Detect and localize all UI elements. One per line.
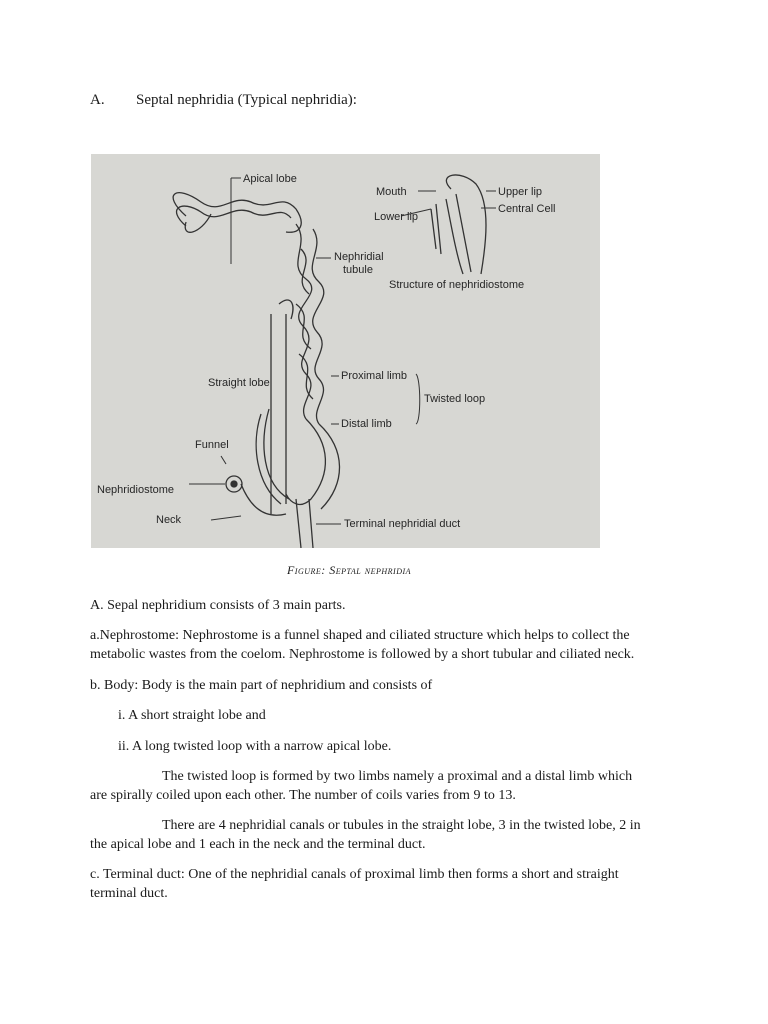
paragraph-terminal-duct: c. Terminal duct: One of the nephridial canals of proximal limb then forms a short and straight terminal duct. [90,867,619,901]
septal-nephridia-figure [91,154,600,548]
nephridia-diagram [91,154,600,548]
heading-number: A. [90,92,105,108]
label-nephridiostome: Nephridiostome [97,484,175,496]
paragraph-canals: There are 4 nephridial canals or tubules in the straight lobe, 3 in the twisted lobe, 2 in the apical lobe and 1 each in the neck and the terminal duct. [90,818,641,852]
section-heading [90,92,357,109]
label-funnel: Funnel [195,439,229,451]
paragraph-intro: A. Sepal nephridium consists of 3 main parts. [90,598,346,613]
paragraph-twisted-loop: The twisted loop is formed by two limbs namely a proximal and a distal limb which are spirally coiled upon each other. The number of coils varies from 9 to 13. [90,769,633,803]
list-item-straight-lobe: i. A short straight lobe and [118,708,266,723]
label-nephridial: Nephridial [334,251,384,263]
label-mouth: Mouth [376,186,407,198]
label-straight-lobe: Straight lobe [208,377,270,389]
nephridiostome-structure-shape [446,175,486,274]
figure-caption: Figure: Septal nephridia [286,563,412,577]
heading-text: Septal nephridia (Typical nephridia): [136,92,357,108]
paragraph-body: b. Body: Body is the main part of nephridium and consists of [90,678,433,693]
label-distal-limb: Distal limb [341,418,392,430]
label-apical-lobe: Apical lobe [243,173,297,185]
label-central-cell: Central Cell [498,203,556,215]
label-tubule: tubule [343,264,373,276]
label-structure-nephridiostome: Structure of nephridiostome [389,279,525,291]
label-upper-lip: Upper lip [498,186,543,198]
label-twisted-loop: Twisted loop [424,393,486,405]
neck-shape [241,484,286,515]
paragraph-nephrostome: a.Nephrostome: Nephrostome is a funnel shaped and ciliated structure which helps to collect the metabolic wastes from the coelom. Nephrostome is followed by a short tubular and ciliated neck. [90,628,635,662]
terminal-duct-shape [296,499,313,548]
label-terminal-duct: Terminal nephridial duct [344,518,461,530]
label-neck: Neck [156,514,182,526]
list-item-twisted-loop: ii. A long twisted loop with a narrow apical lobe. [118,739,392,754]
label-lower-lip: Lower lip [374,211,419,223]
label-proximal-limb: Proximal limb [341,370,408,382]
